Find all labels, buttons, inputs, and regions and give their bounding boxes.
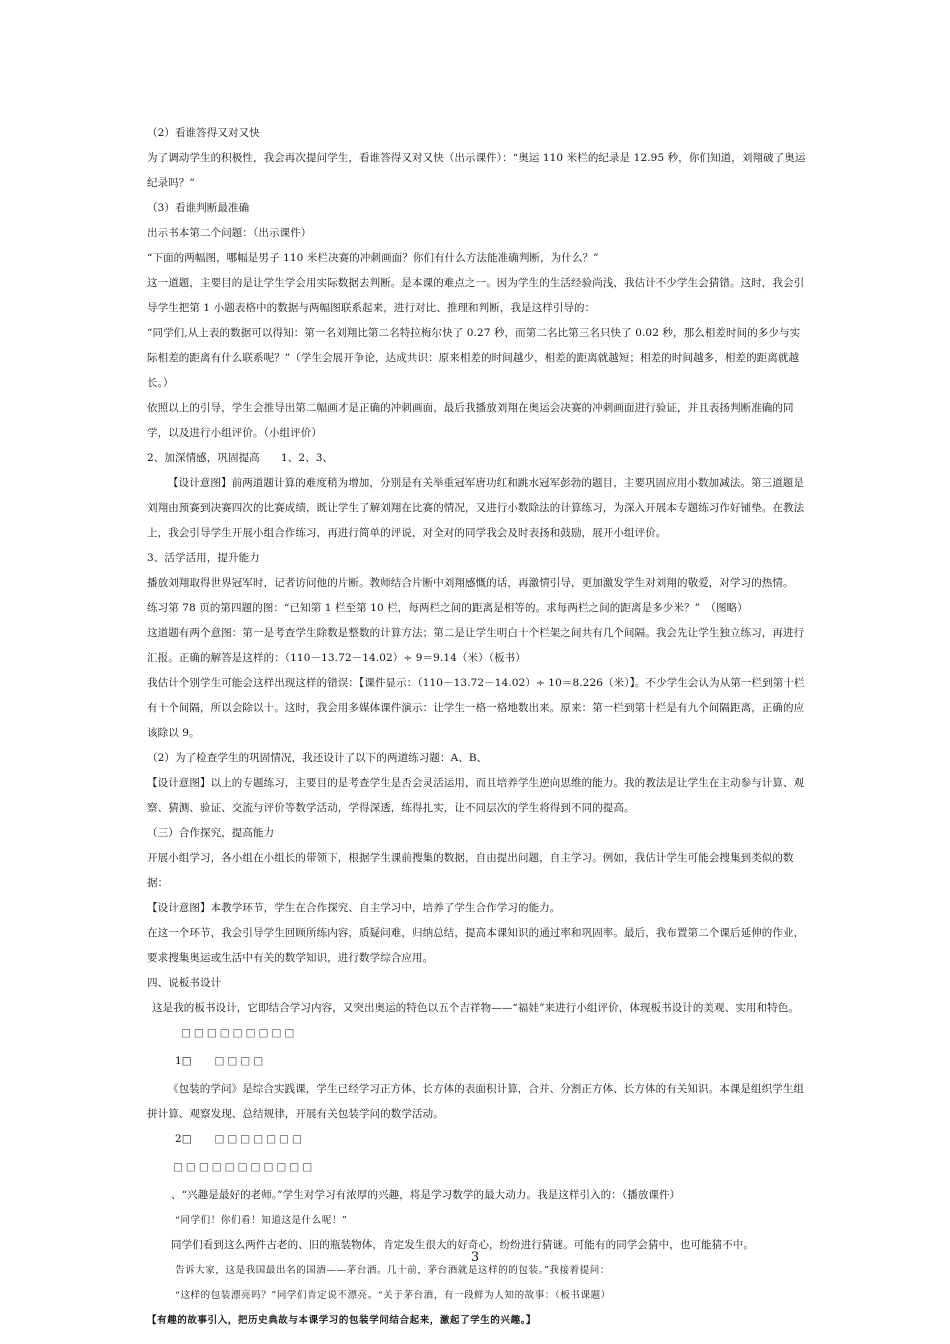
paragraph-board-design: 这是我的板书设计，它即结合学习内容，又突出奥运的特色以五个吉祥物——“福娃”来进行小组评价，体现板书设计的美观、实用和特色。: [152, 1002, 799, 1014]
item-1-boxes: □□□□: [214, 1055, 267, 1067]
heading-apply-learning: 3、活学活用，提升能力: [147, 552, 260, 564]
paragraph-interview-clip: 播放刘翔取得世界冠军时，记者访问他的片断。教师结合片断中刘翔感慨的话，再激情引导，更加激发学生对刘翔的敬爱，对学习的热情。: [147, 577, 794, 589]
paragraph-two-pictures-question: “下面的两幅图，哪幅是男子 110 米栏决赛的冲刺画面？你们有什么方法能准确判断，为什么？”: [147, 252, 599, 264]
paragraph-verification: 依照以上的引导，学生会推导出第二幅画才是正确的冲刺画面，最后我播放刘翔在奥运会决赛的冲刺画面进行验证，并且表扬判断准确的同学，以及进行小组评价。（小组评价）: [147, 402, 794, 439]
quote-look-students: “同学们！你们看！知道这是什么呢！”: [175, 1215, 348, 1226]
paragraph-group-learning: 开展小组学习，各小组在小组长的带领下，根据学生课前搜集的数据，自由提出问题，自主学习。例如，我估计学生可能会搜集到类似的数据：: [147, 852, 794, 889]
design-intent-1: 【设计意图】前两道题计算的难度稍为增加，分别是有关举重冠军唐功红和跳水冠军彭勃的题目，主要巩固应用小数加减法。第三道题是刘翔由预赛到决赛四次的比赛成绩，既让学生了解刘翔在比赛的情况，又进行小数除法的计算练习，为深入开展本专题练习作好铺垫。在教法上，我会引导学生开展小组合作练习，再进行简单的评说，对全对的同学我会及时表扬和鼓励，展开小组评价。: [147, 477, 805, 539]
placeholder-item-1: [147, 1049, 807, 1077]
page-number: 3: [470, 1250, 480, 1265]
paragraph-packaging-lesson: 《包装的学问》是综合实践课，学生已经学习正方体、长方体的表面积计算，合并、分割正方体、长方体的有关知识。本课是组织学生组拼计算、观察发现、总结规律，开展有关包装学问的数学活动。: [147, 1083, 804, 1120]
heading-judge-accurate: （3）看谁判断最准确: [147, 202, 250, 214]
design-intent-2: 【设计意图】以上的专题练习，主要目的是考查学生是否会灵活运用，而且培养学生逆向思维的能力。我的教法是让学生在主动参与计算、观察、猜测、验证、交流与评价等数学活动，学得深透，练得扎实，让不同层次的学生将得到不同的提高。: [147, 777, 805, 814]
paragraph-common-error: 我估计个别学生可能会这样出现这样的错误：【课件显示：（110－13.72－14.02）÷ 10＝8.226（米）】。不少学生会认为从第一栏到第十栏有十个间隔，所以会除以十。这时，我会用多媒体课件演示：让学生一格一格地数出来。原来：第一栏到第十栏是有九个间隔距离，正确的应该除以 9。: [147, 677, 805, 739]
page-content: [147, 121, 807, 1333]
design-intent-3: 【设计意图】本教学环节，学生在合作探究、自主学习中，培养了学生合作学习的能力。: [147, 902, 561, 914]
paragraph-two-intentions: 这道题有两个意图：第一是考查学生除数是整数的计算方法；第二是让学生明白十个栏架之间共有几个间隔。我会先让学生独立练习，再进行汇报。正确的解答是这样的：（110－13.72－14.02）÷ 9＝9.14（米）（板书）: [147, 627, 805, 664]
paragraph-review-summary: 在这一个环节，我会引导学生回顾所练内容，质疑问难，归纳总结，提高本课知识的通过率和巩固率。最后，我布置第二个课后延伸的作业，要求搜集奥运或生活中有关的数学知识，进行数学综合应用。: [147, 927, 805, 964]
paragraph-difficulty: 这一道题，主要目的是让学生学会用实际数据去判断。是本课的难点之一。因为学生的生活经验尚浅，我估计不少学生会猜错。这时，我会引导学生把第 1 小题表格中的数据与两幅图联系起来，进行对比、推理和判断，我是这样引导的：: [147, 277, 805, 314]
paragraph-packaging-question: “这样的包装漂亮吗？”同学们肯定说不漂亮。“关于茅台酒，有一段鲜为人知的故事：（板书课题）: [175, 1290, 611, 1301]
paragraph-maotai: 告诉大家，这是我国最出名的国酒——茅台酒。几十前，茅台酒就是这样的的包装。”我接着提问：: [175, 1265, 611, 1276]
item-1-number: 1□: [175, 1055, 192, 1067]
placeholder-item-2: [147, 1127, 807, 1155]
paragraph-guidance-quote: “同学们,从上表的数据可以得知：第一名刘翔比第二名特拉梅尔快了 0.27 秒，而第二名比第三名只快了 0.02 秒，那么相差时间的多少与实际相差的距离有什么联系呢？”（学生会展开争论，达成共识：原来相差的时间越少，相差的距离就越短；相差的时间越多，相差的距离就越长。）: [147, 327, 801, 389]
paragraph-second-question: 出示书本第二个问题：（出示课件）: [147, 227, 312, 239]
paragraph-interest-teacher: 、“兴趣是最好的老师。”学生对学习有浓厚的兴趣，将是学习数学的最大动力。我是这样引入的：（播放课件）: [171, 1189, 681, 1201]
item-2-boxes: □□□□□□□: [214, 1133, 305, 1145]
heading-cooperative-inquiry: （三）合作探究，提高能力: [147, 827, 275, 839]
item-2-number: 2□: [175, 1133, 192, 1145]
placeholder-row-a: □□□□□□□□□: [181, 1027, 298, 1039]
paragraph-exercise-78: 练习第 78 页的第四题的图：“已知第 1 栏至第 10 栏，每两栏之间的距离是相等的。求每两栏之间的距离是多少米？” （图略）: [147, 602, 748, 614]
paragraph-consolidation: （2）为了检查学生的巩固情况，我还设计了以下的两道练习题：A、B、: [147, 752, 488, 764]
design-intent-story: 【有趣的故事引入，把历史典故与本课学习的包装学问结合起来，激起了学生的兴趣。】: [147, 1315, 537, 1326]
heading-deepen-emotion: 2、加深情感，巩固提高 1、2、3、: [147, 452, 334, 464]
paragraph-curiosity: 同学们看到这么两件古老的、旧的瓶装物体，肯定发生很大的好奇心，纷纷进行猜谜。可能有的同学会猜中，也可能猜不中。: [171, 1239, 754, 1251]
paragraph-olympic-record: 为了调动学生的积极性，我会再次提问学生，看谁答得又对又快（出示课件）：“奥运 110 米栏的纪录是 12.95 秒，你们知道，刘翔破了奥运纪录吗？”: [147, 152, 806, 189]
heading-board-design: 四、说板书设计: [147, 977, 222, 989]
heading-answer-fast: （2）看谁答得又对又快: [147, 127, 260, 139]
placeholder-row-b: □□□□□□□□□□□: [173, 1161, 316, 1173]
